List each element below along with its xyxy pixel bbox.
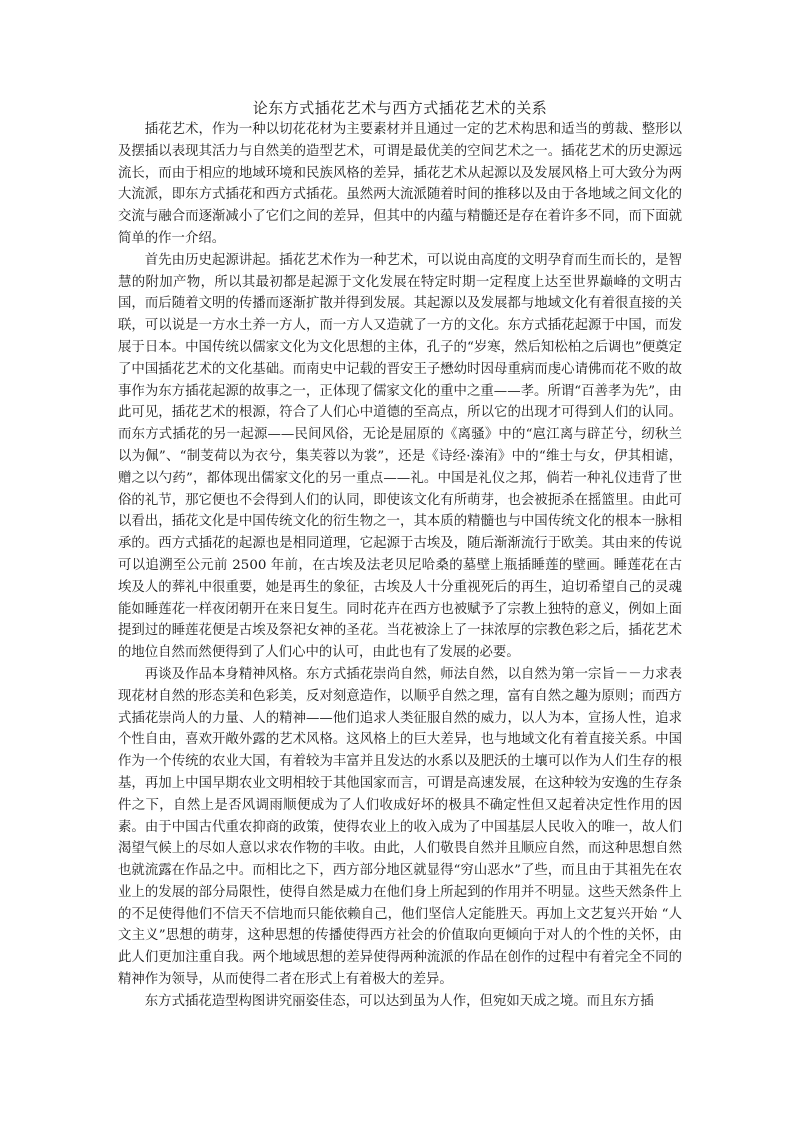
paragraph-composition: 东方式插花造型构图讲究丽姿佳态，可以达到虽为人作，但宛如天成之境。而且东方插 bbox=[144, 993, 654, 1009]
document-page bbox=[118, 97, 682, 1013]
paragraph-origins: 首先由历史起源讲起。插花艺术作为一种艺术，可以说由高度的文明孕育而生而长的，是智慧的附加产物，所以其最初都是起源于文化发展在特定时期一定程度上达至世界巅峰的文明古国，而后随着文明的传播而逐渐扩散并得到发展。其起源以及发展都与地域文化有着很直接的关联，可以说是一方水土养一方人，而一方人又造就了一方的文化。东方式插花起源于中国，而发展于日本。中国传统以儒家文化为文化思想的主体，孔子的“岁寒，然后知松柏之后调也”便奠定了中国插花艺术的文化基础。而南史中记载的晋安王子懋幼时因母重病而虔心请佛而花不败的故事作为东方插花起源的故事之一，正体现了儒家文化的重中之重——孝。所谓“百善孝为先”，由此可见，插花艺术的根源，符合了人们心中道德的至高点，所以它的出现才可得到人们的认同。而东方式插花的另一起源——民间风俗，无论是屈原的《离骚》中的“扈江离与辟芷兮，纫秋兰以为佩”、“制芰荷以为衣兮，集芙蓉以为裳”，还是《诗经·溱洧》中的“维士与女，伊其相谑，赠之以勺药”，都体现出儒家文化的另一重点——礼。中国是礼仪之邦，倘若一种礼仪违背了世俗的礼节，那它便也不会得到人们的认同，即使该文化有所萌芽，也会被扼杀在摇篮里。由此可以看出，插花文化是中国传统文化的衍生物之一，其本质的精髓也与中国传统文化的根本一脉相承的。西方式插花的起源也是相同道理，它起源于古埃及，随后渐渐流行于欧美。其由来的传说可以追溯至公元前 2500 年前，在古埃及法老贝尼哈桑的墓壁上瓶插睡莲的壁画。睡莲花在古埃及人的葬礼中很重要，她是再生的象征，古埃及人十分重视死后的再生，迫切希望自己的灵魂能如睡莲花一样夜闭朝开在来日复生。同时花卉在西方也被赋予了宗教上独特的意义，例如上面提到过的睡莲花便是古埃及祭祀女神的圣花。当花被涂上了一抹浓厚的宗教色彩之后，插花艺术的地位自然而然便得到了人们心中的认可，由此也有了发展的必要。 bbox=[118, 252, 682, 661]
document-title: 论东方式插花艺术与西方式插花艺术的关系 bbox=[252, 99, 548, 117]
paragraph-spirit: 再谈及作品本身精神风格。东方式插花崇尚自然，师法自然，以自然为第一宗旨－－力求表现花材自然的形态美和色彩美，反对刻意造作，以顺乎自然之理，富有自然之趣为原则；而西方式插花崇尚人的力量、人的精神——他们追求人类征服自然的威力，以人为本，宣扬人性，追求个性自由，喜欢开敞外露的艺术风格。这风格上的巨大差异，也与地域文化有着直接关系。中国作为一个传统的农业大国，有着较为丰富并且发达的水系以及肥沃的土壤可以作为人们生存的根基，再加上中国早期农业文明相较于其他国家而言，可谓是高速发展，在这种较为安逸的生存条件之下，自然上是否风调雨顺便成为了人们收成好坏的极具不确定性但又起着决定性作用的因素。由于中国古代重农抑商的政策，使得农业上的收入成为了中国基层人民收入的唯一，故人们渴望气候上的尽如人意以求农作物的丰收。由此，人们敬畏自然并且顺应自然，而这种思想自然也就流露在作品之中。而相比之下，西方部分地区就显得“穷山恶水”了些，而且由于其祖先在农业上的发展的部分局限性，使得自然是威力在他们身上所起到的作用并不明显。这些天然条件上的不足使得他们不信天不信地而只能依赖自己，他们坚信人定能胜天。再加上文艺复兴开始 “人文主义”思想的萌芽，这种思想的传播使得西方社会的价值取向更倾向于对人的个性的关怀，由此人们更加注重自我。两个地域思想的差异使得两种流派的作品在创作的过程中有着完全不同的精神作为领导，从而使得二者在形式上有着极大的差异。 bbox=[118, 666, 682, 988]
paragraph-intro: 插花艺术，作为一种以切花花材为主要素材并且通过一定的艺术构思和适当的剪裁、整形以及摆插以表现其活力与自然美的造型艺术，可谓是最优美的空间艺术之一。插花艺术的历史源远流长，而由于相应的地域环境和民族风格的差异，插花艺术从起源以及发展风格上可大致分为两大流派，即东方式插花和西方式插花。虽然两大流派随着时间的推移以及由于各地域之间文化的交流与融合而逐渐减小了它们之间的差异，但其中的内蕴与精髓还是存在着许多不同，而下面就简单的作一介绍。 bbox=[118, 122, 682, 246]
